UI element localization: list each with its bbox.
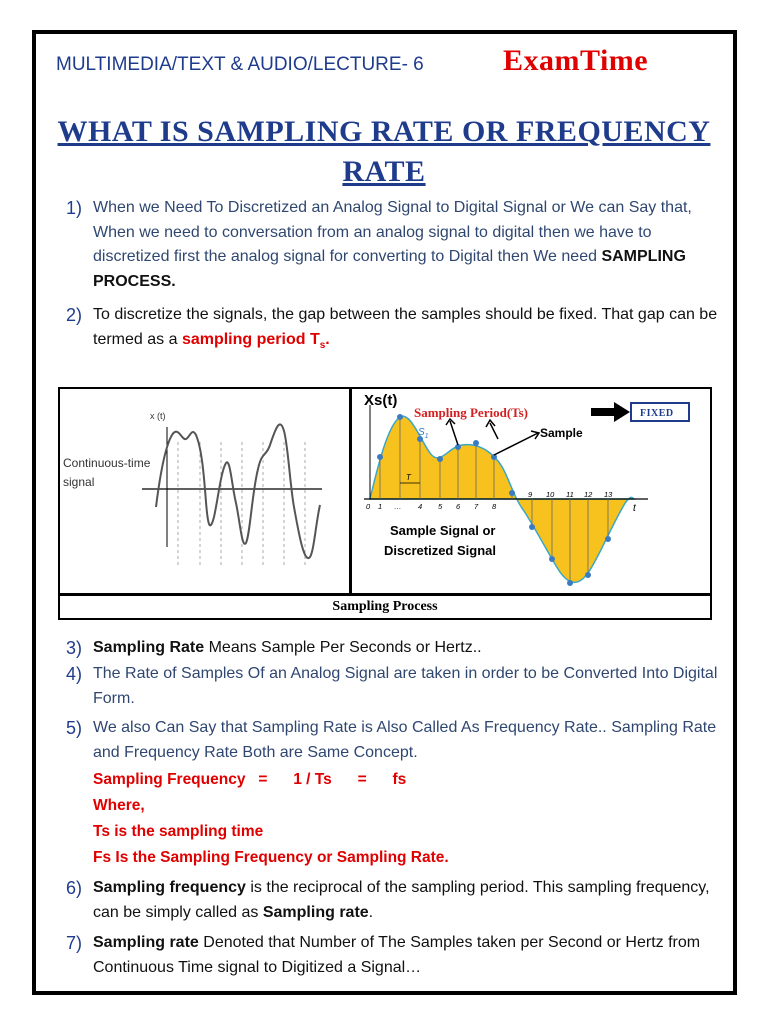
sample-label: Sample [540, 426, 583, 440]
t-interval-label: T [406, 473, 411, 482]
list-number: 2) [66, 305, 83, 325]
tick-label: 7 [474, 502, 479, 511]
tick-label: 1 [378, 502, 383, 511]
item-bold: Sampling rate [262, 903, 369, 921]
list-item [66, 716, 726, 765]
brand-logo: ExamTime [503, 44, 649, 77]
left-axis-label: x (t) [150, 411, 166, 421]
t-axis-label: t [633, 503, 636, 514]
title-line-1: WHAT IS SAMPLING RATE OR FREQUENCY [57, 115, 711, 148]
item-text: Denoted that Number of The Samples taken per Second or Hertz from Continuous Time signal to Digitized a Signal… [93, 934, 701, 976]
tick-label: 4 [418, 502, 423, 511]
list-number: 1) [66, 198, 83, 218]
s1-label: $S_1$ [418, 427, 429, 440]
sampling-diagram [58, 387, 712, 621]
list-number: 5) [66, 718, 83, 738]
list-item [66, 636, 726, 661]
tick-label: 13 [604, 490, 613, 499]
list-number: 6) [66, 878, 83, 898]
tick-label: 11 [566, 490, 574, 499]
item-text: To discretize the signals, the gap between the samples should be fixed. That gap can be termed as a [93, 306, 718, 348]
item-bold: SAMPLING PROCESS. [93, 248, 686, 290]
item-text: Means Sample Per Seconds or Hertz.. [204, 639, 482, 656]
item-bold: Sampling rate [93, 934, 199, 951]
signal-label-2: Discretized Signal [384, 543, 496, 558]
list-item [66, 662, 726, 711]
tick-label: 9 [528, 490, 533, 499]
list-number: 3) [66, 638, 83, 658]
list-number: 4) [66, 664, 83, 684]
tick-label: 5 [438, 502, 443, 511]
list-item [66, 876, 726, 925]
page-title [40, 112, 728, 192]
course-header: MULTIMEDIA/TEXT & AUDIO/LECTURE- 6 [56, 54, 424, 75]
tick-label: 12 [584, 490, 593, 499]
list-item [66, 303, 726, 358]
item-text: When we Need To Discretized an Analog Signal to Digital Signal or We can Say that, When we need to conversation from an analog signal to digital then we have to discretized first the analog signal for converting to Digital then We need [93, 199, 692, 265]
list-item [66, 196, 726, 294]
item-text: The Rate of Samples Of an Analog Signal are taken in order to be Converted Into Digital Form. [93, 665, 718, 707]
tick-label: 8 [492, 502, 497, 511]
item-red-end: . [325, 330, 330, 348]
left-label-1: Continuous-time [63, 456, 151, 470]
fixed-label: FIXED [640, 408, 674, 419]
item-red: sampling period T [181, 330, 320, 348]
formula-ts-def: Ts is the sampling time [93, 823, 264, 840]
tick-label: 6 [456, 502, 461, 511]
item-bold: Sampling frequency [93, 879, 246, 896]
signal-label-1: Sample Signal or [390, 523, 496, 538]
item-red-sub: s [319, 339, 326, 351]
title-line-2: RATE [342, 155, 426, 188]
tick-label: 10 [546, 490, 555, 499]
sampling-period-label: Sampling Period(Ts) [414, 405, 529, 420]
item-text: . [368, 903, 374, 921]
item-text: is the reciprocal of the sampling period. This sampling frequency, can be simply called as [93, 879, 710, 921]
tick-label: … [394, 502, 402, 511]
right-title: Xs(t) [364, 392, 398, 409]
sampling-figure [58, 387, 712, 621]
list-number: 7) [66, 933, 83, 953]
item-bold: Sampling Rate [93, 639, 205, 656]
formula-line: Sampling Frequency = 1 / Ts = fs [93, 771, 407, 788]
left-label-2: signal [63, 475, 95, 489]
formula-block [93, 767, 449, 871]
formula-fs-def: Fs Is the Sampling Frequency or Sampling Rate. [93, 849, 449, 866]
formula-where: Where, [93, 797, 145, 814]
tick-label: 0 [366, 502, 371, 511]
list-item [66, 931, 726, 980]
item-text: We also Can Say that Sampling Rate is Also Called As Frequency Rate.. Sampling Rate and Frequency Rate Both are Same Concept. [93, 719, 717, 761]
figure-caption: Sampling Process [58, 594, 712, 620]
